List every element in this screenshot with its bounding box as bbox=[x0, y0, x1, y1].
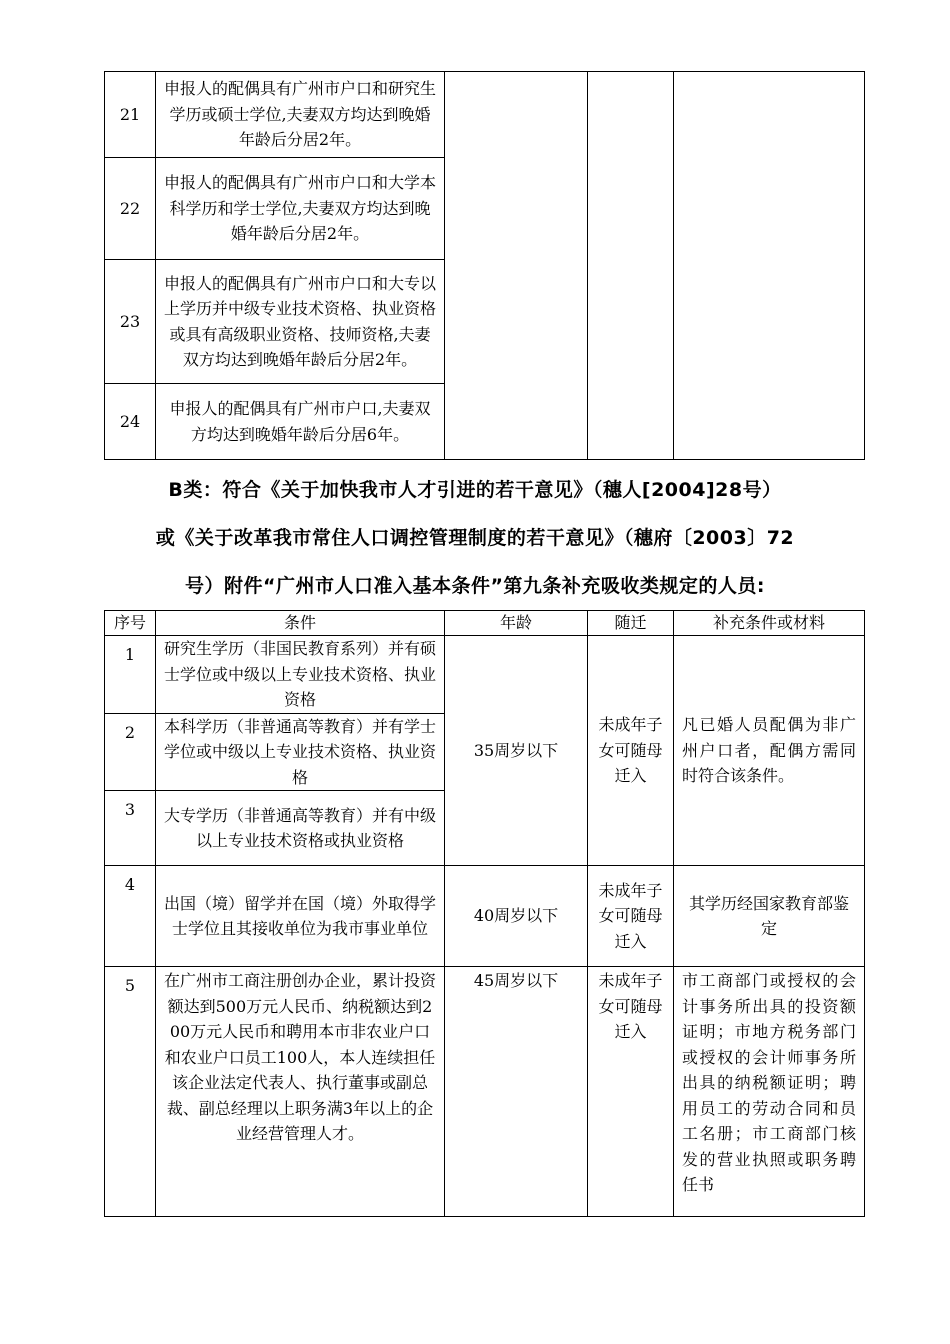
condition-cell: 大专学历（非普通高等教育）并有中级以上专业技术资格或执业资格 bbox=[156, 791, 445, 866]
table-row bbox=[105, 866, 865, 967]
header-condition: 条件 bbox=[156, 611, 445, 636]
section-b-heading-line1: B类：符合《关于加快我市人才引进的若干意见》（穗人[2004]28号） bbox=[168, 479, 782, 501]
section-b-heading-line3: 号）附件“广州市人口准入基本条件”第九条补充吸收类规定的人员: bbox=[184, 575, 766, 597]
condition-cell: 申报人的配偶具有广州市户口和大学本科学历和学士学位,夫妻双方均达到晚婚年龄后分居2年。 bbox=[156, 158, 445, 260]
table-b bbox=[104, 610, 865, 1217]
header-age: 年龄 bbox=[445, 611, 588, 636]
header-follow: 随迁 bbox=[588, 611, 674, 636]
extra-cell: 凡已婚人员配偶为非广州户口者，配偶方需同时符合该条件。 bbox=[674, 636, 865, 866]
table-header-row bbox=[105, 611, 865, 636]
row-number: 3 bbox=[105, 791, 156, 866]
header-no: 序号 bbox=[105, 611, 156, 636]
section-b-heading-line2: 或《关于改革我市常住人口调控管理制度的若干意见》（穗府〔2003〕72 bbox=[155, 527, 795, 549]
condition-cell: 出国（境）留学并在国（境）外取得学士学位且其接收单位为我市事业单位 bbox=[156, 866, 445, 967]
condition-cell: 申报人的配偶具有广州市户口和大专以上学历并中级专业技术资格、执业资格或具有高级职业资格、技师资格,夫妻双方均达到晚婚年龄后分居2年。 bbox=[156, 260, 445, 384]
empty-cell bbox=[445, 72, 588, 460]
age-cell: 35周岁以下 bbox=[445, 636, 588, 866]
age-cell: 40周岁以下 bbox=[445, 866, 588, 967]
table-a bbox=[104, 71, 865, 460]
follow-cell: 未成年子女可随母迁入 bbox=[588, 636, 674, 866]
empty-cell bbox=[588, 72, 674, 460]
extra-cell: 市工商部门或授权的会计事务所出具的投资额证明；市地方税务部门或授权的会计师事务所出具的纳税额证明；聘用员工的劳动合同和员工名册；市工商部门核发的营业执照或职务聘任书 bbox=[674, 967, 865, 1217]
follow-cell: 未成年子女可随母迁入 bbox=[588, 866, 674, 967]
age-cell: 45周岁以下 bbox=[445, 967, 588, 1217]
row-number: 22 bbox=[105, 158, 156, 260]
extra-cell: 其学历经国家教育部鉴定 bbox=[674, 866, 865, 967]
condition-cell: 本科学历（非普通高等教育）并有学士学位或中级以上专业技术资格、执业资格 bbox=[156, 713, 445, 791]
condition-cell: 在广州市工商注册创办企业，累计投资额达到500万元人民币、纳税额达到200万元人民币和聘用本市非农业户口和农业户口员工100人，本人连续担任该企业法定代表人、执行董事或副总裁、副总经理以上职务满3年以上的企业经营管理人才。 bbox=[156, 967, 445, 1217]
condition-cell: 申报人的配偶具有广州市户口和研究生学历或硕士学位,夫妻双方均达到晚婚年龄后分居2年。 bbox=[156, 72, 445, 158]
follow-cell: 未成年子女可随母迁入 bbox=[588, 967, 674, 1217]
row-number: 1 bbox=[105, 636, 156, 714]
row-number: 21 bbox=[105, 72, 156, 158]
row-number: 4 bbox=[105, 866, 156, 967]
table-row bbox=[105, 636, 865, 714]
condition-cell: 申报人的配偶具有广州市户口,夫妻双方均达到晚婚年龄后分居6年。 bbox=[156, 384, 445, 460]
row-number: 5 bbox=[105, 967, 156, 1217]
row-number: 23 bbox=[105, 260, 156, 384]
row-number: 24 bbox=[105, 384, 156, 460]
empty-cell bbox=[674, 72, 865, 460]
table-row bbox=[105, 72, 865, 158]
row-number: 2 bbox=[105, 713, 156, 791]
condition-cell: 研究生学历（非国民教育系列）并有硕士学位或中级以上专业技术资格、执业资格 bbox=[156, 636, 445, 714]
header-extra: 补充条件或材料 bbox=[674, 611, 865, 636]
table-row bbox=[105, 967, 865, 1217]
